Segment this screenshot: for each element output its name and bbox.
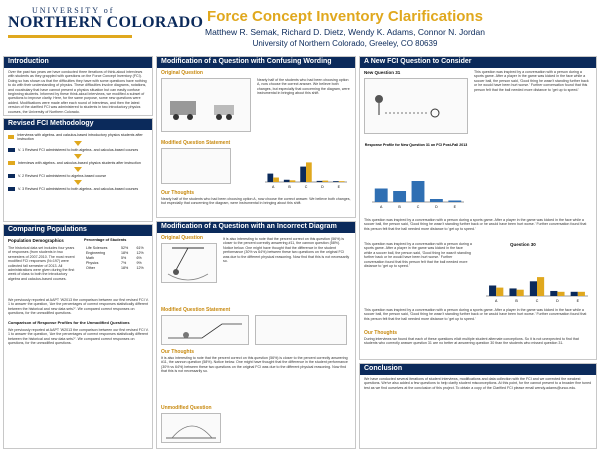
mod-wording-section — [156, 56, 356, 218]
conclusion-section — [359, 363, 597, 449]
conclusion-text: We have conducted several iterations of student interviews, modifications and data collection with the FCI and we corrected the weakest questions. We've also added a few questions to help clarify student misconceptions. At this point, for the cannot present to a broader fine tuned test as we find ourselves at the conclusion of this project. To obtain a copy of the Clarified FCI please email wendy.adams@unco.edu. — [364, 377, 592, 390]
logo-bar — [8, 35, 132, 38]
new-question-note: This question was inspired by a conversation with a person during a sports game. After a player in the game was kicked in the face while a soccer ball, the person said, 'Good thing he wasn't standing further back or he would have been hurt worse.' Further conversation found that this person felt that the ball needed more distance to 'get up to speed.' — [364, 218, 587, 231]
chart-bar — [537, 277, 544, 296]
modified-statement-label: Modified Question Statement — [161, 140, 231, 146]
chart-bar — [339, 181, 345, 182]
cannon-diagram — [162, 414, 220, 442]
chart-bar — [267, 174, 273, 182]
original-diagram-label: Original Question — [161, 235, 203, 241]
diagram-explanation: It is also interesting to note that the percent correct on this question (56%) is closer to the percent correctly answering #11, the cannon question (58%). Notice below. One might have thought that the difference in the student performance (30% vs 64%) between these two questions on the original FCI was due to the different physical reasoning. Now find that this is not necessarily so. — [223, 237, 350, 264]
table-cell: 5% — [121, 255, 127, 260]
comparing-note: We previously reported at AAPT 'W2013 the comparison between our first revised FCI V. 1 to answer the question, 'Are the percentages of correct responses statistically different between the historical and new data sets?'. We compared correct responses on questions, for the unmodified questions. — [8, 298, 149, 316]
method-step-1 — [8, 133, 148, 141]
chart-bar — [306, 162, 312, 182]
introduction-text: Over the past two years we have conducted three iterations of think-aloud interviews with students as they grappled with questions on the Force Concept Inventory (FCI). Doing so has shown us that the difficulties they have with some questions have nothing to do with their understanding of physics. These difficulties involve diagrams, notations, and vocabulary that have cannot present a physics situation but can easily confuse beginning students. Informed by these think-aloud interviews, we modified a subset of questions to improve clarity. Here, for the same purpose, some new questions were added. Modifications were made after each round of interviews, and then the latest version of the clarified FCI was administered to students in two introductory physics courses, the University of Northern Colorado. — [8, 70, 147, 114]
comparison-text: We previously reported at AAPT 'W2013 the comparison between our first revised FCI V. 1 to answer the question, 'Are the percentages of correct responses statistically different between the historical and new data sets?'. We compared correct responses on questions, for the unmodified questions. — [8, 328, 149, 346]
logo-name-text: NORTHERN COLORADO — [8, 14, 204, 31]
table-cell: Life Sciences — [86, 245, 108, 250]
wheel-shape — [216, 114, 222, 120]
method-step-2 — [8, 146, 148, 154]
wording-explanation: Nearly half of the students who had been choosing option A, now choose the correct answer. We believe both changes, but especially that concerning the diagram, were instrumental in bringing about this shift. — [257, 78, 350, 96]
new-fci-section — [359, 56, 597, 360]
chart-bar — [273, 178, 279, 182]
chart-bar — [284, 180, 290, 182]
tick-label: E — [337, 185, 341, 189]
method-step-label: V. 1 Revised FCI administered to both algebra- and calculus-based courses — [18, 148, 139, 152]
chart-bar — [571, 292, 578, 296]
chart-bar — [530, 281, 537, 296]
table-cell: Math — [86, 255, 94, 260]
tick-label: C — [304, 185, 308, 189]
chart-bar — [578, 292, 585, 296]
introduction-section — [3, 56, 153, 116]
truck-car-diagram — [162, 79, 250, 131]
modified-diagram-figure — [161, 315, 249, 345]
question-30-chart — [478, 250, 592, 304]
tick-label: C — [416, 205, 420, 209]
methodology-heading: Revised FCI Methodology — [4, 119, 152, 130]
new-question-31-label: New Question 31 — [364, 70, 401, 75]
modified-diagram-figure-2 — [255, 315, 347, 345]
comparing-text: The historical data set includes four years of responses (from students in two semesters of 2007-2010. The most recent modified FCI responses (N=197) were collected fall semester of 2013. All administrations were given during the first week of class to both the introductory algebra and calculus-based courses. — [8, 246, 75, 281]
method-step-5 — [8, 185, 148, 193]
question-30-label: Question 30 — [510, 242, 536, 247]
table-cell: 12% — [136, 250, 144, 255]
university-logo — [4, 4, 204, 46]
new-question-figure — [364, 78, 468, 134]
unmodified-question-figure — [161, 413, 221, 443]
diagram-thoughts-label: Our Thoughts — [161, 349, 195, 355]
chart-bar — [333, 181, 339, 182]
poster-affiliation: University of Northern Colorado, Greeley, CO 80639 — [252, 39, 438, 48]
wording-thoughts-label: Our Thoughts — [161, 190, 195, 196]
ramp-diagram — [162, 316, 248, 344]
tick-label: C — [535, 299, 539, 303]
tick-label: B — [398, 205, 401, 209]
mod-diagram-heading: Modification of a Question with an Incorrect Diagram — [157, 222, 355, 233]
introduction-heading: Introduction — [4, 57, 152, 68]
chart-bar — [517, 290, 524, 296]
chart-bar — [509, 288, 516, 296]
table-cell: Other — [86, 265, 95, 270]
table-cell: 61% — [136, 245, 144, 250]
chart-bar — [393, 191, 406, 202]
table-row — [84, 265, 150, 270]
wheel-shape — [226, 114, 232, 120]
truck-shape — [170, 101, 196, 115]
wheel-shape — [187, 114, 193, 120]
wording-thoughts-text: Nearly half of the students who had been choosing option A, now choose the correct answer. We believe both changes, but especially that concerning the diagram, were instrumental in bringing about this shift. — [161, 197, 351, 206]
chart-bar — [317, 181, 323, 182]
soccer-diagram — [365, 79, 467, 133]
comparison-heading: Comparison of Response Profiles for the Unmodified Questions — [8, 320, 130, 325]
diagram-thoughts-text: It is also interesting to note that the percent correct on this question (56%) is closer to the percent correctly answering #11, the cannon question (58%). Notice below. One might have thought that the difference in the student performance (30% vs 64%) between these two questions on the original FCI was due to the different physical reasoning. Now find that this is not necessarily so. — [161, 356, 348, 374]
comparing-section — [3, 224, 153, 449]
unmodified-question-label: Unmodified Question — [161, 405, 212, 411]
table-cell: 18% — [121, 250, 129, 255]
step-swatch — [8, 135, 14, 139]
chart-bar — [300, 167, 306, 182]
step-swatch — [8, 174, 15, 178]
conclusion-heading: Conclusion — [360, 364, 596, 375]
tick-label: A — [494, 299, 498, 303]
table-cell: 18% — [121, 265, 129, 270]
chart-bar — [322, 181, 328, 182]
table-cell: 9% — [136, 260, 142, 265]
step-swatch — [8, 187, 15, 191]
wheel-shape — [173, 114, 179, 120]
original-question-label: Original Question — [161, 70, 203, 76]
modified-statement-figure — [161, 148, 231, 184]
tick-label: B — [288, 185, 291, 189]
table-cell: 12% — [136, 265, 144, 270]
tick-label: E — [453, 205, 457, 209]
step-swatch — [8, 148, 15, 152]
tick-label: D — [556, 299, 559, 303]
tick-label: A — [271, 185, 275, 189]
wording-chart — [257, 150, 351, 190]
new-question-text: This question was inspired by a conversation with a person during a sports game. After a player in the game was kicked in the face while a soccer ball, the person said, 'Good thing he wasn't standing further back or he would have been hurt worse.' Further conversation found that this person felt that the ball needed more distance to 'get up to speed.' — [474, 70, 589, 92]
response-profile-chart — [364, 140, 468, 210]
demographics-table — [84, 245, 150, 270]
pendulum-diagram — [162, 244, 216, 282]
methodology-section — [3, 118, 153, 222]
logo-university-text: UNIVERSITY of — [32, 6, 115, 15]
question-30-text: This question was inspired by a conversation with a person during a sports game. After a player in the game was kicked in the face while a soccer ball, the person said, 'Good thing he wasn't standing further back or he would have been hurt worse.' Further conversation found that this person felt that the ball needed more distance to 'get up to speed.' — [364, 242, 472, 269]
chart-bar — [412, 181, 425, 202]
new-fci-heading: A New FCI Question to Consider — [360, 57, 596, 68]
car-shape — [214, 105, 234, 115]
chart-bar — [375, 189, 388, 203]
method-step-3 — [8, 159, 148, 167]
method-step-4 — [8, 172, 148, 180]
poster-title: Force Concept Inventory Clarifications — [207, 8, 483, 25]
comparing-heading: Comparing Populations — [4, 225, 152, 236]
new-fci-thoughts-label: Our Thoughts — [364, 330, 398, 336]
step-swatch — [8, 161, 15, 165]
chart-bar — [489, 286, 496, 297]
question-30-discussion: This question was inspired by a conversation with a person during a sports game. After a player in the game was kicked in the face while a soccer ball, the person said, 'Good thing he wasn't standing further back or he would have been hurt worse.' Further conversation found that this person felt that the ball needed more distance to 'get up to speed.' — [364, 308, 587, 321]
table-cell: 6% — [136, 255, 142, 260]
tick-label: D — [435, 205, 438, 209]
method-step-label: Interviews with algebra- and calculus-based physics students after instruction — [18, 161, 141, 165]
pct-students-label: Percentage of Students — [84, 238, 127, 242]
mod-diagram-section — [156, 221, 356, 449]
tick-label: E — [576, 299, 580, 303]
table-cell: 7% — [121, 260, 127, 265]
chart-title: Response Profile for New Question 31 on FCI Post-Fall 2013 — [364, 143, 468, 147]
table-cell: Physics — [86, 260, 99, 265]
chart-bar — [550, 291, 557, 296]
chart-bar — [448, 201, 461, 203]
chart-bar — [496, 288, 503, 296]
table-cell: Engineering — [86, 250, 106, 255]
table-cell: 52% — [121, 245, 129, 250]
chart-bar — [557, 292, 564, 296]
tick-label: A — [379, 205, 383, 209]
method-step-label: V. 3 Revised FCI administered to both algebra- and calculus-based courses — [18, 187, 139, 191]
original-diagram-figure — [161, 243, 217, 283]
chart-bar — [290, 180, 296, 182]
demographics-label: Population Demographics — [8, 238, 64, 243]
poster-header — [0, 0, 600, 55]
poster-authors: Matthew R. Semak, Richard D. Dietz, Wendy K. Adams, Connor N. Jordan — [205, 27, 485, 37]
modified-diagram-label: Modified Question Statement — [161, 307, 231, 313]
method-step-label: Interviews with algebra- and calculus-based introductory physics students after instruction — [17, 133, 143, 141]
tick-label: B — [515, 299, 518, 303]
chart-bar — [430, 199, 443, 202]
mod-wording-heading: Modification of a Question with Confusing Wording — [157, 57, 355, 68]
method-step-label: V. 2 Revised FCI administered to algebra-based course — [18, 174, 107, 178]
tick-label: D — [321, 185, 324, 189]
new-fci-thoughts-text: During interviews we found that each of these questions elicit multiple student alternate conceptions. So it is not unexpected to find that students who correctly answer question 31 are no better at answering question 30 than the students who missed question 31. — [364, 337, 579, 346]
original-question-figure — [161, 78, 251, 132]
